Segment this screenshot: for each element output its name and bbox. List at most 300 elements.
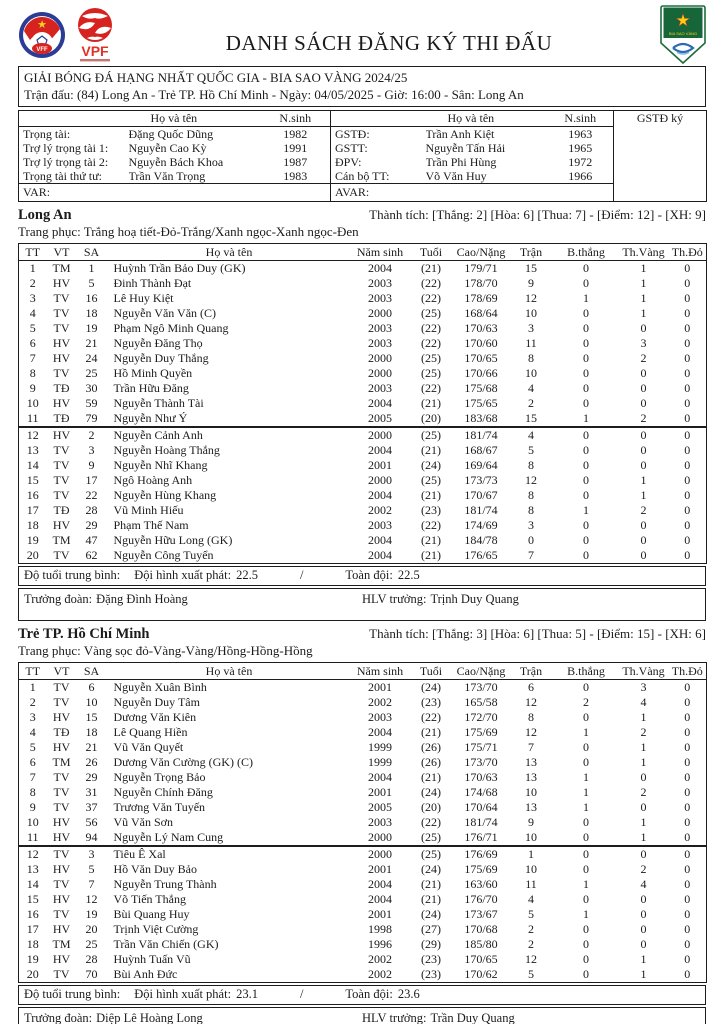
player-row [19,680,707,696]
player-cell: 0 [640,443,647,457]
player-cell: 2 [528,396,534,410]
spacer-cell [331,111,426,127]
player-cell: 14 [26,458,39,472]
player-row [19,830,707,846]
player-cell: 30 [85,381,98,395]
manager-label: Trưởng đoàn: [24,1011,93,1024]
official-role: Trọng tài: [23,127,71,141]
player-cell: 169/64 [464,458,498,472]
player-cell: 0 [583,458,589,472]
player-cell: 0 [583,443,589,457]
player-cell: 176/65 [464,548,498,562]
avg-team-value: 22.5 [397,568,420,582]
player-row [19,740,707,755]
team-name: Long An [18,207,72,223]
player-cell: 0 [583,967,589,981]
player-cell: Tiêu Ê Xal [113,847,166,861]
player-cell: 1996 [368,937,392,951]
player-row [19,907,707,922]
player-row [19,488,707,503]
player-cell: 2 [640,785,647,799]
roster-column-header: Trận [509,244,554,261]
player-cell: 6 [88,680,95,694]
player-cell: 0 [640,381,647,395]
player-cell: 8 [528,710,534,724]
player-cell: (24) [421,907,441,921]
player-cell: 1 [583,877,589,891]
player-cell: TV [53,306,70,320]
player-row [19,336,707,351]
player-cell: (21) [421,725,441,739]
player-cell: Lê Quang Hiền [113,725,188,739]
player-cell: TV [53,785,70,799]
player-cell: 163/60 [464,877,498,891]
player-cell: 13 [525,800,537,814]
player-cell: 0 [583,366,589,380]
svg-text:BIA SAO VÀNG: BIA SAO VÀNG [668,31,698,36]
substitutes-body [19,427,707,564]
player-cell: 0 [684,473,691,487]
player-cell: HV [52,276,71,290]
player-row [19,785,707,800]
player-cell: 2 [640,862,647,876]
player-cell: 183/68 [464,411,498,425]
player-cell: 0 [640,922,647,936]
avg-team-value: 23.6 [397,987,420,1001]
player-cell: 0 [684,770,691,784]
player-row [19,458,707,473]
player-cell: Nguyễn Văn Văn (C) [113,306,217,320]
player-cell: 12 [525,473,537,487]
player-cell: 22 [85,488,98,502]
player-cell: 18 [85,306,98,320]
player-cell: 2004 [368,877,392,891]
var-label: VAR: [19,184,331,202]
player-cell: TV [53,967,70,981]
player-row [19,815,707,830]
player-cell: 0 [684,428,691,442]
player-cell: 2002 [368,952,392,966]
player-cell: 0 [684,261,691,275]
player-cell: 25 [85,366,98,380]
player-cell: 1 [640,740,647,754]
player-cell: 20 [26,967,39,981]
player-cell: 19 [85,321,98,335]
player-cell: 11 [525,877,537,891]
player-cell: 20 [85,922,98,936]
official-name: Trần Văn Trọng [128,169,206,183]
player-cell: Lê Huy Kiệt [113,291,174,305]
average-age-row [18,566,706,586]
player-cell: 0 [583,952,589,966]
player-cell: 175/65 [464,396,498,410]
player-cell: 2003 [368,381,392,395]
player-cell: Nguyễn Duy Tâm [113,695,200,709]
average-age-row [18,985,706,1005]
player-cell: TV [53,680,70,694]
bia-sao-vang-badge-icon [660,5,706,65]
player-cell: 17 [85,473,98,487]
player-cell: 175/68 [464,381,498,395]
player-cell: 8 [29,366,36,380]
player-cell: 2 [640,503,647,517]
official-name: Trần Phi Hùng [425,155,497,169]
player-row [19,725,707,740]
roster-column-header: TT [19,663,47,680]
player-cell: 28 [85,503,98,517]
player-cell: 2 [640,411,647,425]
player-cell: HV [52,815,71,829]
player-cell: 5 [29,321,36,335]
player-cell: Huỳnh Tuấn Vũ [113,952,191,966]
player-cell: 29 [85,518,98,532]
player-cell: (25) [421,428,441,442]
player-row [19,770,707,785]
coach-name: Trịnh Duy Quang [430,592,519,606]
player-cell: 15 [525,261,537,275]
player-cell: 1 [640,815,647,829]
player-cell: 21 [85,336,98,350]
substitutes-body [19,846,707,983]
player-cell: 2004 [368,770,392,784]
player-cell: 0 [684,937,691,951]
player-cell: 5 [528,907,534,921]
player-cell: 3 [640,680,647,694]
player-cell: 10 [525,862,537,876]
player-cell: 0 [684,907,691,921]
player-cell: 12 [525,952,537,966]
player-cell: 0 [640,396,647,410]
player-cell: 168/67 [464,443,498,457]
player-cell: Nguyễn Hùng Khang [113,488,217,502]
player-cell: 3 [29,291,36,305]
player-cell: 1 [640,967,647,981]
player-cell: 0 [684,351,691,365]
avg-start-value: 23.1 [236,987,258,1001]
player-row [19,427,707,443]
name-header: Họ và tên [129,111,261,127]
player-cell: (21) [421,488,441,502]
player-cell: Nguyễn Công Tuyển [113,548,214,562]
player-cell: (21) [421,533,441,547]
player-cell: 0 [640,366,647,380]
player-cell: 2002 [368,695,392,709]
document-header [18,6,706,64]
player-cell: 6 [29,336,36,350]
team-kit: Trang phục: Vàng sọc đỏ-Vàng-Vàng/Hồng-Hồng-Hồng [18,643,313,658]
player-cell: 10 [26,396,39,410]
birth-header: N.sinh [548,111,614,127]
avg-team-label: Toàn đội: [345,987,393,1001]
player-cell: (20) [421,411,441,425]
avg-separator: / [299,987,304,1001]
player-cell: 2004 [368,548,392,562]
player-cell: 11 [26,411,39,425]
player-cell: 2001 [368,680,392,694]
player-cell: TĐ [53,381,70,395]
player-cell: 5 [88,276,95,290]
official-year: 1963 [568,127,593,141]
player-cell: 1 [29,261,36,275]
player-cell: Nguyễn Lý Nam Cung [113,830,224,844]
player-cell: Nguyễn Cảnh Anh [113,428,203,442]
player-cell: 0 [583,396,589,410]
player-cell: 4 [528,428,534,442]
player-cell: (24) [421,680,441,694]
official-year: 1982 [283,127,308,141]
svg-text:★: ★ [37,19,47,31]
avg-start-value: 22.5 [236,568,258,582]
player-row [19,892,707,907]
player-cell: 170/62 [464,967,498,981]
roster-column-header: Họ và tên [107,663,352,680]
player-row [19,366,707,381]
player-cell: TĐ [53,411,70,425]
player-row [19,937,707,952]
official-name: Nguyễn Bách Khoa [128,155,224,169]
roster-column-header: SA [77,663,107,680]
player-cell: HV [52,862,71,876]
player-cell: TV [53,366,70,380]
player-cell: 0 [684,710,691,724]
player-cell: 170/65 [464,351,498,365]
player-cell: 9 [528,815,534,829]
player-row [19,533,707,548]
player-cell: 11 [26,830,39,844]
player-cell: 0 [583,276,589,290]
player-cell: TV [53,488,70,502]
player-cell: 176/71 [464,830,498,844]
official-role: Trợ lý trọng tài 1: [23,141,109,155]
player-cell: 3 [88,847,95,861]
player-cell: TV [53,800,70,814]
player-cell: 16 [85,291,98,305]
player-cell: 4 [640,695,647,709]
player-cell: 0 [684,830,691,844]
player-cell: 0 [583,351,589,365]
player-cell: Nguyễn Thành Tài [113,396,204,410]
player-cell: 2001 [368,785,392,799]
player-cell: 5 [528,967,534,981]
avg-separator: / [299,568,304,582]
player-row [19,443,707,458]
player-cell: (22) [421,276,441,290]
player-cell: 26 [85,755,98,769]
official-year: 1966 [568,169,593,183]
player-cell: 4 [528,381,534,395]
player-cell: 19 [85,907,98,921]
player-cell: 0 [684,922,691,936]
player-cell: 0 [684,862,691,876]
player-cell: TM [52,261,71,275]
player-cell: 15 [26,473,39,487]
player-cell: 2 [29,695,36,709]
player-cell: TV [53,473,70,487]
player-cell: 25 [85,937,98,951]
player-cell: 3 [29,710,36,724]
player-cell: 13 [26,443,39,457]
player-cell: 2 [583,695,589,709]
player-cell: (25) [421,830,441,844]
player-cell: 7 [88,877,95,891]
player-cell: 2004 [368,892,392,906]
official-role: GSTĐ: [331,127,426,142]
staff-row [18,1007,706,1024]
player-cell: Phạm Ngô Minh Quang [113,321,229,335]
team-section-long-an [18,207,706,621]
player-cell: 173/70 [464,680,498,694]
player-cell: 15 [525,411,537,425]
player-cell: (21) [421,877,441,891]
player-cell: 2000 [368,847,392,861]
player-cell: 1 [640,755,647,769]
player-cell: 179/71 [464,261,498,275]
player-cell: 173/70 [464,755,498,769]
player-cell: 4 [29,725,36,739]
player-cell: 0 [684,306,691,320]
player-cell: 170/68 [464,922,498,936]
player-cell: (21) [421,261,441,275]
player-cell: 12 [85,892,98,906]
player-cell: 8 [29,785,36,799]
svg-text:VPF: VPF [81,43,109,59]
player-cell: 0 [684,488,691,502]
player-cell: HV [52,518,71,532]
player-cell: 2004 [368,725,392,739]
player-cell: 0 [583,488,589,502]
player-cell: Hồ Minh Quyền [113,366,193,380]
player-cell: 29 [85,770,98,784]
player-cell: TM [52,937,71,951]
player-cell: 1 [583,503,589,517]
player-cell: TM [52,533,71,547]
officials-header-row [19,111,707,127]
player-cell: 170/63 [464,770,498,784]
player-cell: (20) [421,800,441,814]
player-cell: 0 [684,548,691,562]
player-cell: 9 [88,458,95,472]
player-cell: 0 [684,321,691,335]
player-cell: 0 [684,533,691,547]
player-cell: 14 [26,877,39,891]
player-cell: HV [52,336,71,350]
player-cell: 1 [640,710,647,724]
player-cell: 0 [583,830,589,844]
player-cell: 1 [88,261,95,275]
player-cell: 59 [85,396,98,410]
player-cell: Nguyễn Trung Thành [113,877,217,891]
player-cell: 56 [85,815,98,829]
player-cell: 2003 [368,815,392,829]
player-cell: 10 [525,785,537,799]
vpf-logo-icon [72,6,118,64]
player-cell: TV [53,907,70,921]
player-cell: 2005 [368,411,392,425]
player-cell: 181/74 [464,503,498,517]
roster-column-header: Tuổi [409,244,454,261]
player-cell: 0 [640,428,647,442]
player-cell: 15 [85,710,98,724]
player-cell: Nguyễn Hữu Long (GK) [113,533,233,547]
player-cell: 28 [85,952,98,966]
roster-table [18,662,707,983]
player-cell: Nguyễn Đăng Thọ [113,336,203,350]
player-cell: 0 [583,710,589,724]
player-cell: Võ Tiến Thắng [113,892,186,906]
player-cell: 2004 [368,443,392,457]
player-cell: 0 [583,548,589,562]
player-cell: 0 [583,306,589,320]
player-cell: 0 [528,533,534,547]
player-cell: 2003 [368,321,392,335]
player-cell: Bùi Quang Huy [113,907,190,921]
player-row [19,800,707,815]
player-cell: (22) [421,321,441,335]
player-cell: 12 [525,291,537,305]
player-cell: TV [53,695,70,709]
roster-table [18,243,707,564]
player-cell: 0 [640,847,647,861]
player-cell: Vũ Văn Quyết [113,740,184,754]
player-cell: 0 [640,458,647,472]
spacer-cell [19,111,129,127]
player-cell: 176/69 [464,847,498,861]
player-cell: (22) [421,336,441,350]
player-cell: Đinh Thành Đạt [113,276,192,290]
manager-name: Diệp Lê Hoàng Long [96,1011,203,1024]
official-name: Nguyễn Cao Kỳ [128,141,207,155]
player-cell: 1 [29,680,36,694]
player-cell: 170/60 [464,336,498,350]
player-cell: 0 [684,892,691,906]
player-cell: 2 [640,351,647,365]
player-cell: HV [52,740,71,754]
player-cell: 2 [528,937,534,951]
player-cell: 0 [684,725,691,739]
official-year: 1991 [283,141,308,155]
player-cell: 19 [26,952,39,966]
player-cell: Nguyễn Hoàng Thắng [113,443,220,457]
player-cell: 8 [528,503,534,517]
avg-start-label: Đội hình xuất phát: [134,568,232,582]
player-cell: 0 [684,967,691,981]
player-cell: 2005 [368,800,392,814]
player-cell: 5 [528,443,534,457]
player-cell: 94 [85,830,98,844]
staff-row [18,588,706,621]
left-logos [18,6,118,64]
manager-name: Đặng Đình Hoàng [96,592,188,606]
player-cell: 10 [525,830,537,844]
player-cell: Nguyễn Trọng Bảo [113,770,206,784]
player-cell: 2004 [368,396,392,410]
player-cell: 2003 [368,518,392,532]
player-cell: 184/78 [464,533,498,547]
player-cell: 0 [640,800,647,814]
avg-label: Độ tuổi trung bình: [24,987,121,1001]
player-cell: Trần Văn Chiến (GK) [113,937,219,951]
player-cell: 70 [85,967,98,981]
player-cell: TV [53,548,70,562]
player-cell: 0 [583,815,589,829]
svg-text:VFF: VFF [36,47,48,53]
player-cell: 0 [684,755,691,769]
player-row [19,877,707,892]
player-cell: 1 [640,291,647,305]
player-cell: 165/58 [464,695,498,709]
player-cell: 19 [26,533,39,547]
player-cell: Nguyễn Như Ý [113,411,188,425]
